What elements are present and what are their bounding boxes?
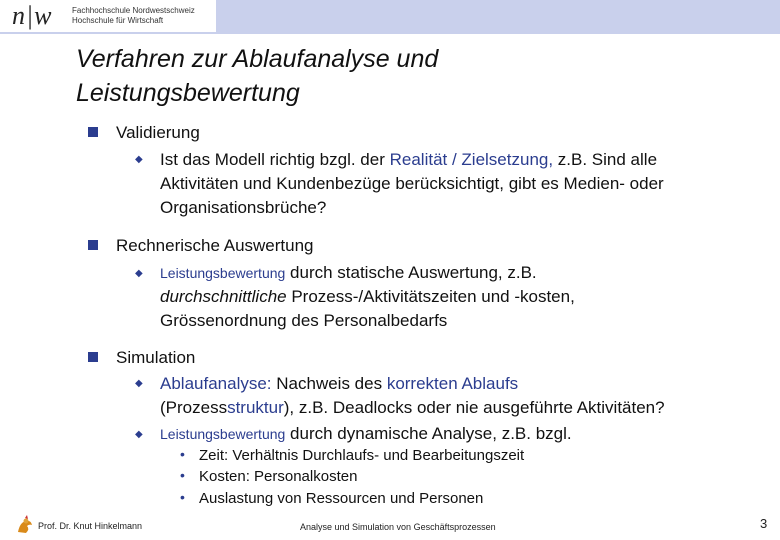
- bullet-diamond-icon: ◆: [135, 429, 143, 440]
- sub-bullet-zeit: Zeit: Verhältnis Durchlaufs- und Bearbeitungszeit: [199, 447, 525, 464]
- slide-title-line2: Leistungsbewertung: [76, 79, 300, 107]
- footer-course-title: Analyse und Simulation von Geschäftsprozessen: [300, 522, 496, 532]
- highlight-text: Ablaufanalyse:: [160, 374, 272, 393]
- text-span: (Prozess: [160, 398, 228, 417]
- text-span: Ist das Modell richtig bzgl. der: [160, 150, 390, 169]
- validierung-text: [160, 148, 770, 220]
- bullet-diamond-icon: ◆: [135, 154, 143, 165]
- bullet-diamond-icon: ◆: [135, 378, 143, 389]
- rechnerisch-text: [160, 261, 770, 333]
- validierung-line1: [160, 148, 770, 172]
- text-span: z.B. Sind alle: [553, 150, 658, 169]
- text-span: Prozess-/Aktivitätszeiten und -kosten,: [286, 287, 575, 306]
- rooster-logo-icon: [14, 514, 36, 536]
- highlight-text: struktur: [227, 398, 284, 417]
- simulation-leistung-line1: [160, 422, 770, 446]
- bullet-square-icon: [88, 127, 98, 137]
- footer-author: Prof. Dr. Knut Hinkelmann: [38, 521, 143, 531]
- logo-institution-line1: Fachhochschule Nordwestschweiz: [72, 6, 195, 15]
- simulation-leistung-text: [160, 422, 770, 446]
- sub-bullet-kosten: Kosten: Personalkosten: [199, 468, 358, 485]
- header-accent-bar: [216, 0, 780, 32]
- highlight-text: Realität / Zielsetzung,: [389, 150, 554, 169]
- bullet-simulation: Simulation: [116, 348, 196, 367]
- text-span: ), z.B. Deadlocks oder nie ausgeführte Aktivitäten?: [283, 398, 665, 417]
- italic-text: durchschnittliche: [160, 287, 287, 306]
- header-bar: [0, 0, 780, 32]
- fhnw-logo: n|w: [12, 1, 53, 30]
- bullet-dot-icon: •: [180, 446, 185, 462]
- slide-title: [76, 42, 438, 110]
- bullet-square-icon: [88, 352, 98, 362]
- sub-bullet-auslastung: Auslastung von Ressourcen und Personen: [199, 490, 484, 507]
- text-span: Nachweis des: [271, 374, 387, 393]
- bullet-square-icon: [88, 240, 98, 250]
- highlight-text: korrekten Ablaufs: [386, 374, 519, 393]
- bullet-dot-icon: •: [180, 489, 185, 505]
- text-span: durch statische Auswertung, z.B.: [285, 263, 537, 282]
- page-number: 3: [760, 516, 768, 531]
- bullet-diamond-icon: ◆: [135, 268, 143, 279]
- validierung-line2: Aktivitäten und Kundenbezüge berücksichtigt, gibt es Medien- oder: [160, 174, 664, 193]
- simulation-ablauf-line1: [160, 372, 770, 396]
- rechnerisch-line2: [160, 285, 770, 309]
- logo-institution-line2: Hochschule für Wirtschaft: [72, 16, 164, 25]
- rechnerisch-line3: Grössenordnung des Personalbedarfs: [160, 311, 448, 330]
- highlight-text: Leistungsbewertung: [160, 265, 286, 281]
- bullet-validierung: Validierung: [116, 123, 200, 142]
- bullet-dot-icon: •: [180, 467, 185, 483]
- bullet-rechnerische-auswertung: Rechnerische Auswertung: [116, 236, 314, 255]
- highlight-text: Leistungsbewertung: [160, 426, 286, 442]
- validierung-line3: Organisationsbrüche?: [160, 198, 327, 217]
- slide-title-line1: Verfahren zur Ablaufanalyse und: [76, 45, 439, 73]
- simulation-ablauf-text: [160, 372, 770, 420]
- header-rule: [0, 32, 780, 34]
- simulation-ablauf-line2: [160, 396, 770, 420]
- text-span: durch dynamische Analyse, z.B. bzgl.: [285, 424, 572, 443]
- rechnerisch-line1: [160, 261, 770, 285]
